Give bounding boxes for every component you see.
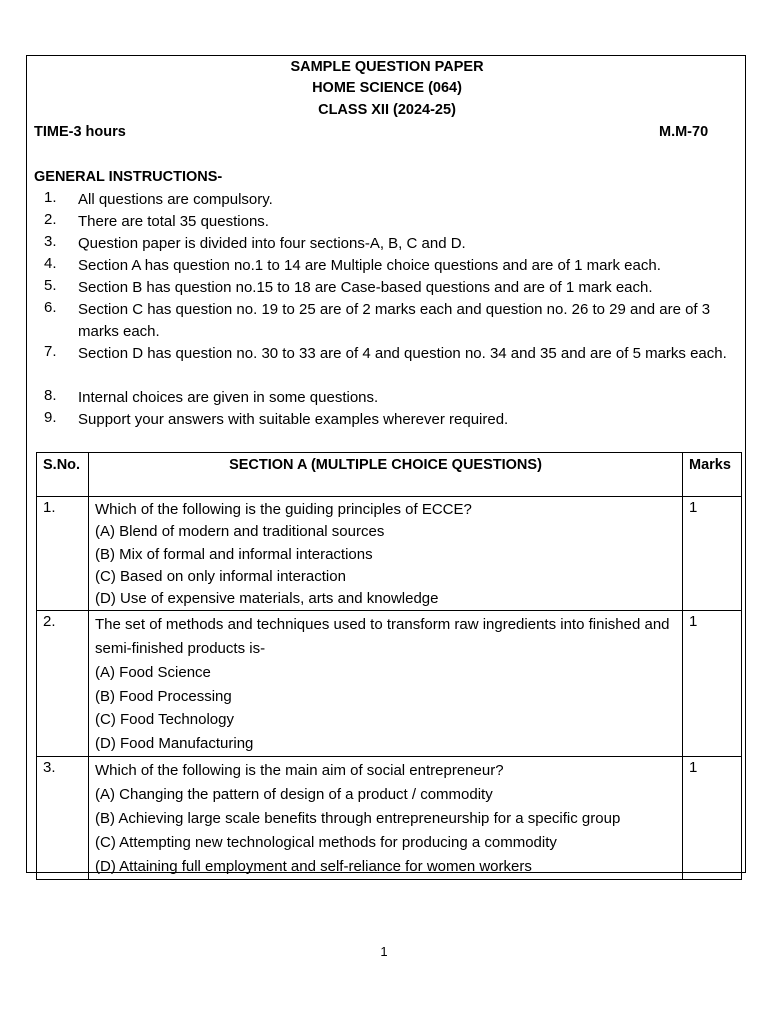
- instruction-text: Section D has question no. 30 to 33 are of 4 and question no. 34 and 35 and are of 5 marks each.: [78, 345, 727, 362]
- question-text: Which of the following is the guiding principles of ECCE?: [95, 501, 472, 518]
- question-cell: [89, 497, 683, 611]
- option-a: (A) Food Science: [95, 663, 211, 681]
- instruction-text: Section B has question no.15 to 18 are Case-based questions and are of 1 mark each.: [78, 279, 653, 296]
- instruction-number: 1.: [44, 189, 57, 206]
- time-label: TIME-3 hours: [34, 124, 126, 140]
- option-d: (D) Attaining full employment and self-reliance for women workers: [95, 857, 532, 875]
- instruction-text: Internal choices are given in some questions.: [78, 389, 379, 406]
- table-header-row: [37, 453, 742, 497]
- instruction-number: 2.: [44, 211, 57, 228]
- page-number: 1: [380, 944, 388, 959]
- question-text: Which of the following is the main aim of social entrepreneur?: [95, 761, 504, 779]
- option-d: (D) Use of expensive materials, arts and knowledge: [95, 590, 439, 608]
- instruction-number: 5.: [44, 277, 57, 294]
- class-title: CLASS XII (2024-25): [318, 102, 456, 118]
- instruction-text: Question paper is divided into four sections-A, B, C and D.: [78, 235, 466, 252]
- option-d: (D) Food Manufacturing: [95, 735, 254, 752]
- instruction-number: 3.: [44, 233, 57, 250]
- marks-header: Marks: [683, 453, 742, 497]
- instruction-number: 7.: [44, 343, 57, 360]
- instruction-text: There are total 35 questions.: [78, 213, 269, 230]
- option-c: (C) Attempting new technological methods for producing a commodity: [95, 833, 557, 851]
- instruction-number: 6.: [44, 299, 57, 316]
- option-a: (A) Changing the pattern of design of a product / commodity: [95, 785, 493, 803]
- option-b: (B) Mix of formal and informal interactions: [95, 545, 373, 563]
- paper-title: SAMPLE QUESTION PAPER: [290, 59, 484, 75]
- table-row: [37, 611, 742, 756]
- question-marks: 1: [683, 497, 742, 611]
- question-marks: 1: [683, 611, 742, 756]
- question-cell: [89, 611, 683, 756]
- instruction-text: Section C has question no. 19 to 25 are of 2 marks each and question no. 26 to 29 and are of 3 marks each.: [78, 301, 711, 340]
- question-marks: 1: [683, 756, 742, 879]
- option-c: (C) Food Technology: [95, 711, 234, 729]
- instruction-number: 4.: [44, 255, 57, 272]
- instruction-number: 9.: [44, 409, 57, 426]
- instruction-text: Support your answers with suitable examples wherever required.: [78, 411, 509, 428]
- instruction-text: All questions are compulsory.: [78, 191, 273, 208]
- option-b: (B) Food Processing: [95, 687, 232, 705]
- question-cell: [89, 756, 683, 879]
- sno-header: S.No.: [37, 453, 89, 497]
- max-marks-label: M.M-70: [659, 124, 709, 140]
- instructions-heading: GENERAL INSTRUCTIONS-: [34, 169, 223, 185]
- table-row: [37, 497, 742, 611]
- option-b: (B) Achieving large scale benefits through entrepreneurship for a specific group: [95, 809, 621, 827]
- subject-title: HOME SCIENCE (064): [312, 80, 462, 96]
- instruction-text: Section A has question no.1 to 14 are Multiple choice questions and are of 1 mark each.: [78, 257, 661, 274]
- option-c: (C) Based on only informal interaction: [95, 567, 346, 585]
- option-a: (A) Blend of modern and traditional sources: [95, 523, 385, 541]
- table-row: [37, 756, 742, 879]
- section-header: SECTION A (MULTIPLE CHOICE QUESTIONS): [89, 453, 683, 497]
- question-number: 1.: [37, 497, 89, 611]
- question-text: The set of methods and techniques used to transform raw ingredients into finished and semi-finished products is-: [95, 616, 670, 658]
- questions-table: [36, 452, 742, 880]
- question-number: 3.: [37, 756, 89, 879]
- instruction-number: 8.: [44, 387, 57, 404]
- question-number: 2.: [37, 611, 89, 756]
